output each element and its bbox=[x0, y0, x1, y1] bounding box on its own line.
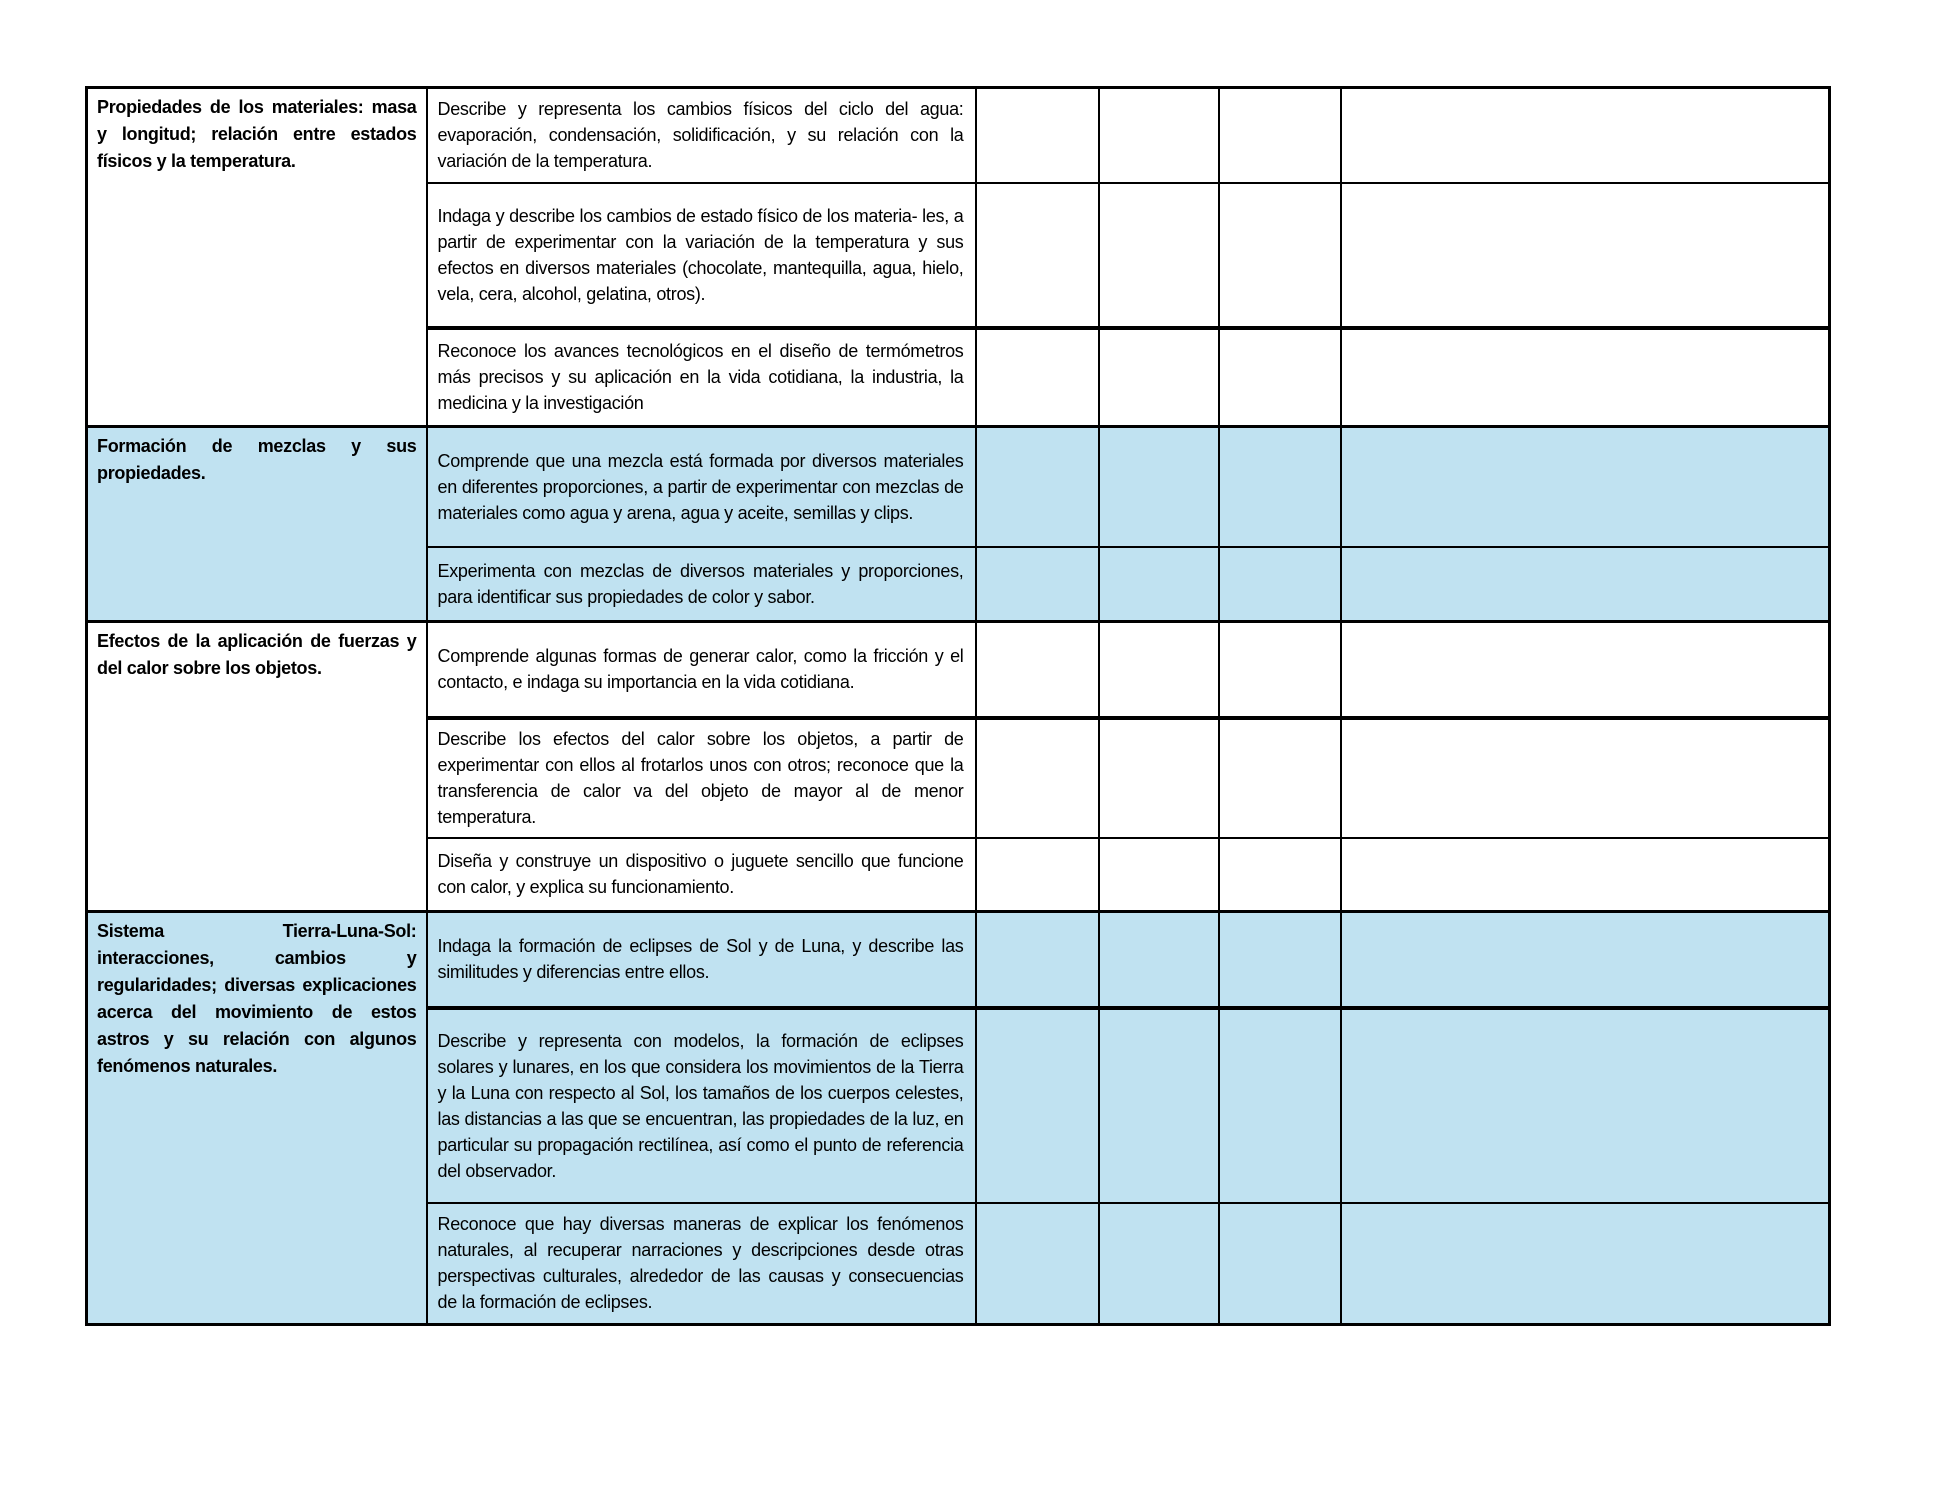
empty-cell bbox=[1341, 183, 1830, 328]
empty-cell bbox=[1219, 427, 1341, 547]
empty-cell bbox=[1219, 183, 1341, 328]
empty-cell bbox=[976, 718, 1099, 838]
empty-cell bbox=[976, 427, 1099, 547]
outcome-cell bbox=[427, 427, 976, 547]
empty-cell bbox=[1219, 718, 1341, 838]
outcome-cell bbox=[427, 183, 976, 328]
empty-cell bbox=[1341, 622, 1830, 718]
outcome-cell bbox=[427, 718, 976, 838]
topic-text: Formación de mezclas y sus propiedades. bbox=[97, 436, 417, 483]
empty-cell bbox=[1099, 328, 1219, 427]
outcome-cell bbox=[427, 328, 976, 427]
empty-cell bbox=[1219, 328, 1341, 427]
topic-cell bbox=[87, 88, 427, 427]
outcome-text: Diseña y construye un dispositivo o juguete sencillo que funcione con calor, y explica su funcionamiento. bbox=[437, 851, 964, 898]
empty-cell bbox=[1341, 1203, 1830, 1325]
topic-text: Efectos de la aplicación de fuerzas y del calor sobre los objetos. bbox=[97, 631, 417, 678]
outcome-text: Reconoce que hay diversas maneras de explicar los fenómenos naturales, al recuperar narraciones y descripciones desde otras perspectivas culturales, alrededor de las causas y consecuencias de la formación de eclipses. bbox=[437, 1214, 964, 1313]
empty-cell bbox=[1219, 622, 1341, 718]
empty-cell bbox=[1099, 912, 1219, 1008]
empty-cell bbox=[1341, 427, 1830, 547]
empty-cell bbox=[976, 1203, 1099, 1325]
empty-cell bbox=[1099, 1008, 1219, 1203]
empty-cell bbox=[1219, 88, 1341, 183]
empty-cell bbox=[976, 912, 1099, 1008]
curriculum-table bbox=[85, 86, 1831, 1326]
outcome-text: Comprende algunas formas de generar calor, como la fricción y el contacto, e indaga su importancia en la vida cotidiana. bbox=[437, 646, 964, 693]
empty-cell bbox=[1099, 838, 1219, 912]
empty-cell bbox=[1341, 88, 1830, 183]
empty-cell bbox=[1099, 88, 1219, 183]
empty-cell bbox=[1219, 1203, 1341, 1325]
empty-cell bbox=[976, 1008, 1099, 1203]
outcome-text: Describe los efectos del calor sobre los objetos, a partir de experimentar con ellos al frotarlos unos con otros; reconoce que la transferencia de calor va del objeto de mayor al de menor temperatura. bbox=[437, 729, 964, 827]
outcome-cell bbox=[427, 88, 976, 183]
empty-cell bbox=[1341, 547, 1830, 622]
empty-cell bbox=[1099, 718, 1219, 838]
outcome-text: Indaga y describe los cambios de estado físico de los materia- les, a partir de experimentar con la variación de la temperatura y sus efectos en diversos materiales (chocolate, mantequilla, agua, hielo, vela, cera, alcohol, gelatina, otros). bbox=[437, 205, 964, 304]
outcome-cell bbox=[427, 1203, 976, 1325]
outcome-text: Experimenta con mezclas de diversos materiales y proporciones, para identificar sus propiedades de color y sabor. bbox=[437, 560, 964, 607]
empty-cell bbox=[1099, 1203, 1219, 1325]
empty-cell bbox=[976, 183, 1099, 328]
empty-cell bbox=[1219, 912, 1341, 1008]
outcome-cell bbox=[427, 547, 976, 622]
outcome-text: Reconoce los avances tecnológicos en el diseño de termómetros más precisos y su aplicación en la vida cotidiana, la industria, la medicina y la investigación bbox=[437, 341, 964, 414]
table-row bbox=[87, 912, 1830, 1008]
empty-cell bbox=[1341, 838, 1830, 912]
empty-cell bbox=[1099, 427, 1219, 547]
empty-cell bbox=[976, 328, 1099, 427]
empty-cell bbox=[1341, 718, 1830, 838]
topic-cell bbox=[87, 912, 427, 1325]
topic-text: Propiedades de los materiales: masa y longitud; relación entre estados físicos y la temperatura. bbox=[97, 97, 417, 171]
empty-cell bbox=[1099, 622, 1219, 718]
table-row bbox=[87, 427, 1830, 547]
table-row bbox=[87, 88, 1830, 183]
empty-cell bbox=[976, 547, 1099, 622]
empty-cell bbox=[976, 622, 1099, 718]
empty-cell bbox=[1341, 1008, 1830, 1203]
outcome-cell bbox=[427, 1008, 976, 1203]
outcome-text: Describe y representa los cambios físicos del ciclo del agua: evaporación, condensación, solidificación, y su relación con la variación de la temperatura. bbox=[437, 99, 964, 172]
empty-cell bbox=[1219, 547, 1341, 622]
empty-cell bbox=[976, 88, 1099, 183]
table-body bbox=[87, 88, 1830, 1325]
topic-cell bbox=[87, 427, 427, 622]
empty-cell bbox=[1341, 912, 1830, 1008]
empty-cell bbox=[1219, 838, 1341, 912]
outcome-cell bbox=[427, 838, 976, 912]
empty-cell bbox=[1099, 183, 1219, 328]
empty-cell bbox=[1341, 328, 1830, 427]
empty-cell bbox=[1099, 547, 1219, 622]
empty-cell bbox=[1219, 1008, 1341, 1203]
table-row bbox=[87, 622, 1830, 718]
outcome-text: Comprende que una mezcla está formada por diversos materiales en diferentes proporciones, a partir de experimentar con mezclas de materiales como agua y arena, agua y aceite, semillas y clips. bbox=[437, 450, 964, 523]
outcome-cell bbox=[427, 622, 976, 718]
empty-cell bbox=[976, 838, 1099, 912]
topic-text: Sistema Tierra-Luna-Sol: interacciones, cambios y regularidades; diversas explicaciones acerca del movimiento de estos astros y su relación con algunos fenómenos naturales. bbox=[97, 921, 417, 1076]
outcome-text: Describe y representa con modelos, la formación de eclipses solares y lunares, en los que considera los movimientos de la Tierra y la Luna con respecto al Sol, los tamaños de los cuerpos celestes, las distancias a las que se encuentran, las propiedades de la luz, en particular su propagación rectilínea, así como el punto de referencia del observador. bbox=[437, 1030, 964, 1181]
topic-cell bbox=[87, 622, 427, 912]
outcome-cell bbox=[427, 912, 976, 1008]
outcome-text: Indaga la formación de eclipses de Sol y de Luna, y describe las similitudes y diferencias entre ellos. bbox=[437, 936, 964, 983]
